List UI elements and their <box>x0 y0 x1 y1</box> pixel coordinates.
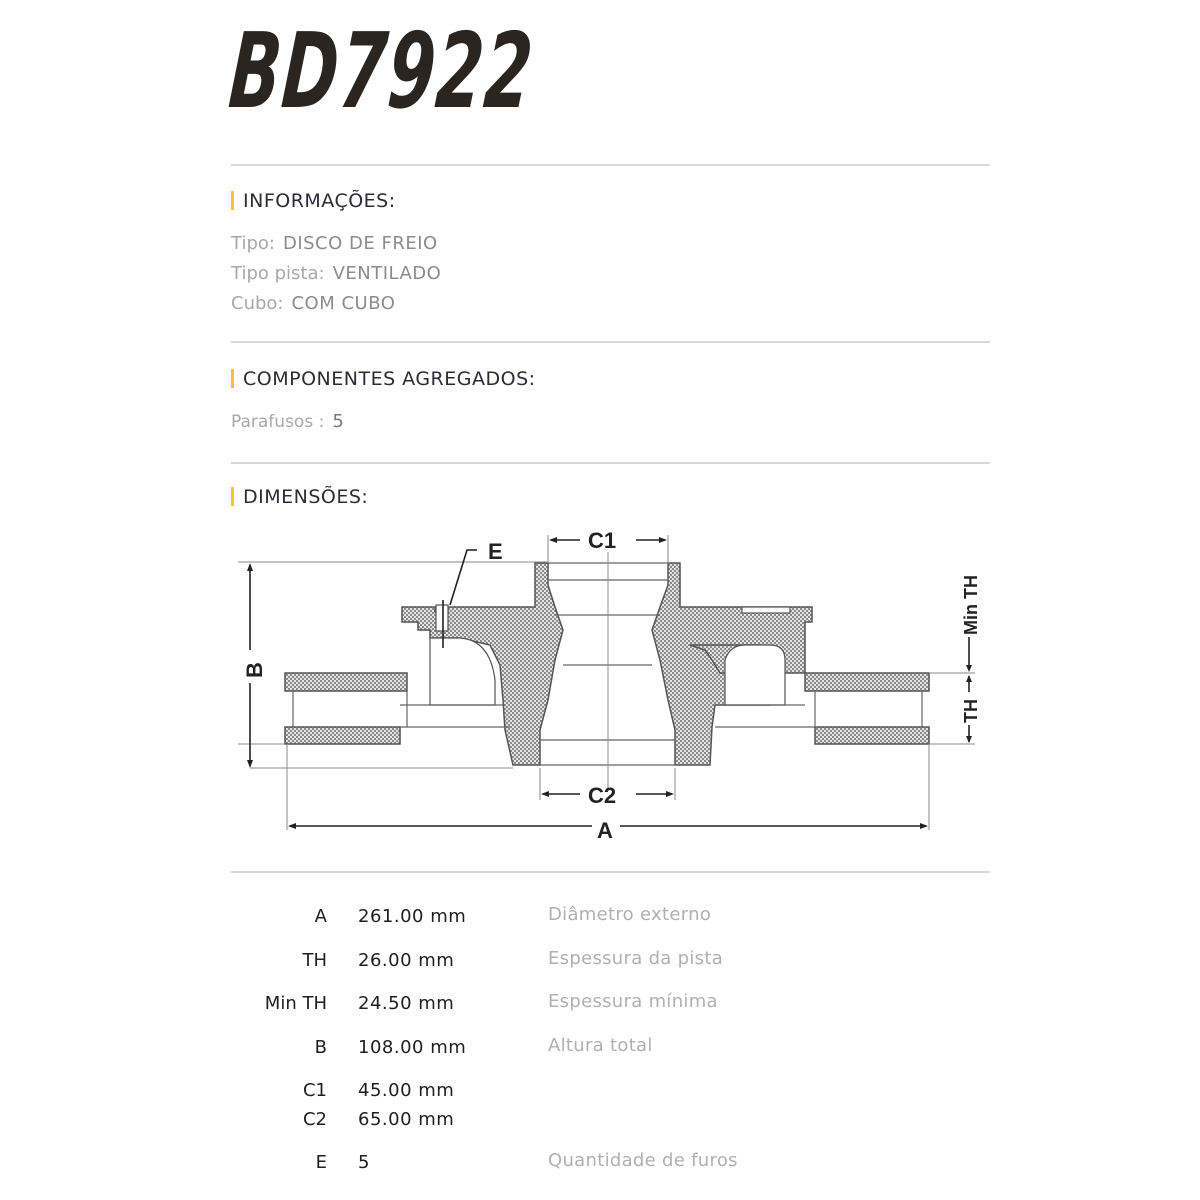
info-value: VENTILADO <box>332 263 442 284</box>
spec-code-min-th: Min TH <box>264 993 327 1014</box>
heading-text: INFORMAÇÕES: <box>243 190 396 212</box>
label-th: TH <box>961 699 981 723</box>
info-label: Tipo: <box>231 233 275 254</box>
label-c2: C2 <box>588 783 617 808</box>
spec-desc-a: Diâmetro externo <box>548 904 712 925</box>
spec-value-th: 26.00 mm <box>358 950 455 971</box>
info-value: DISCO DE FREIO <box>282 233 438 254</box>
spec-desc-b: Altura total <box>548 1035 653 1056</box>
spec-code-e: E <box>315 1152 327 1173</box>
spec-code-b: B <box>314 1037 327 1058</box>
spec-code-c1: C1 <box>302 1080 327 1101</box>
label-min-th: Min TH <box>961 575 981 635</box>
spec-value-min-th: 24.50 mm <box>358 993 455 1014</box>
spec-code-th: TH <box>302 950 327 971</box>
info-label: Cubo: <box>231 293 284 314</box>
heading-text: DIMENSÕES: <box>243 486 369 508</box>
spec-desc-th: Espessura da pista <box>548 948 724 969</box>
spec-desc-min-th: Espessura mínima <box>548 991 718 1012</box>
spec-value-c1: 45.00 mm <box>358 1080 455 1101</box>
info-label: Parafusos : <box>231 412 325 432</box>
heading-text: COMPONENTES AGREGADOS: <box>243 368 536 390</box>
divider <box>231 871 990 873</box>
label-a: A <box>597 818 613 843</box>
label-b: B <box>242 662 267 678</box>
spec-desc-e: Quantidade de furos <box>548 1150 738 1171</box>
spec-value-c2: 65.00 mm <box>358 1109 455 1130</box>
spec-code-c2: C2 <box>302 1109 327 1130</box>
product-code-title: BD7922 <box>225 10 538 132</box>
spec-value-a: 261.00 mm <box>358 906 467 927</box>
info-value: COM CUBO <box>291 293 396 314</box>
spec-code-a: A <box>314 906 327 927</box>
info-label: Tipo pista: <box>231 263 325 284</box>
label-e: E <box>488 539 503 564</box>
spec-value-e: 5 <box>358 1152 370 1173</box>
spec-value-b: 108.00 mm <box>358 1037 467 1058</box>
info-value: 5 <box>332 411 345 432</box>
label-c1: C1 <box>588 528 617 553</box>
